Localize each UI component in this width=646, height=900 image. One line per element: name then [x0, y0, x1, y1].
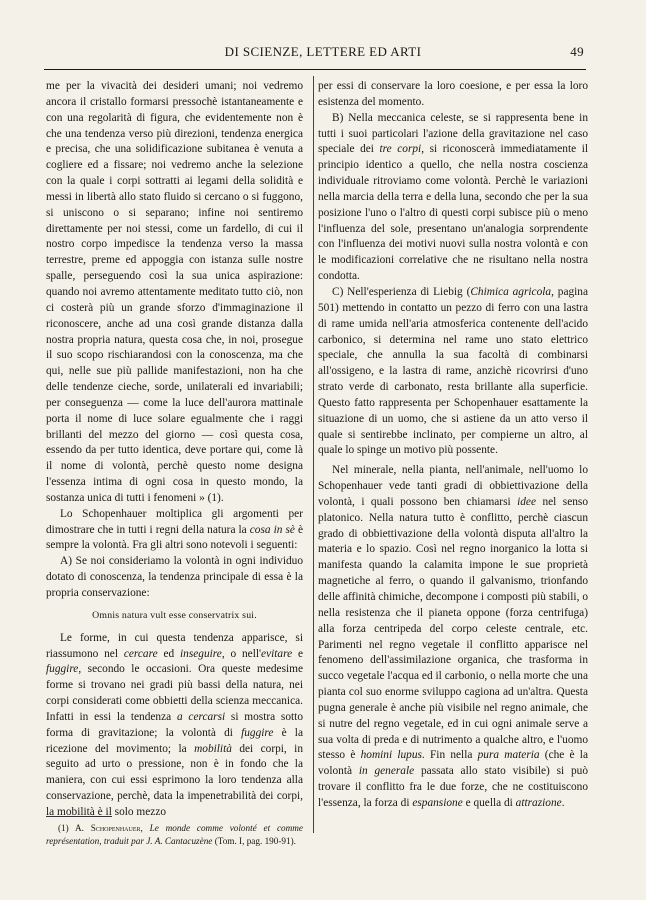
text-run: , pagina 501) mettendo in contatto un pezzo di ferro con una lastra di rame umida nell'aria atmosferica contenente dell'acido carbonico, si determina nel rame uno stato elettrico speciale, che annulla la sua facoltà di combinarsi all'ossigeno, e la lastra di rame, anzichè ricovrirsi d'uno strato verde di carbonato, resta brillante alla superficie. Questo fatto rappresenta per Schopenhauer esattamente la situazione di un uomo, che si astiene da un atto verso il quale si sentirebbe inclinato, per compierne un altro, al quale lo spinge un motivo più possente.: [318, 285, 589, 457]
text-run: e quella di: [462, 796, 516, 809]
paragraph: [46, 507, 303, 555]
text-run: .: [561, 796, 565, 809]
paragraph: [318, 111, 588, 285]
text-run: passata allo stato visibile) si può trovare il conflitto fra le due forze, che ne costituiscono l'essenza, la forza di: [318, 765, 588, 809]
header-rule: [44, 69, 586, 70]
running-header: [0, 44, 646, 64]
paragraph: [46, 631, 303, 821]
text-run: ,: [140, 823, 150, 833]
text-run-italic: pura materia: [477, 749, 540, 762]
text-run-italic: mobilità: [194, 742, 232, 755]
text-run: , o nell': [221, 647, 262, 660]
text-run: , si riconoscerà immediatamente il principio identico a quello, che nella nostra coscienza individuale ritroviamo come volontà. Perchè le variazioni nella marcia della terra e della luna, secondo che per la sua posizione l'uno o l'altro di questi corpi subisce più o meno l'influenza del sole, presentano un'analogia sorprendente con l'influenza dei motivi nuovi sulla nostra volontà e con le modificazioni correlative che ne risultano nella nostra condotta.: [318, 143, 589, 283]
text-run: si mostra sotto forma di gravitazione; la volontà di: [46, 710, 303, 739]
text-run-italic: idee: [517, 495, 537, 508]
left-column: [46, 79, 303, 821]
paragraph: me per la vivacità dei desideri umani; noi vedremo ancora il cristallo formarsi pressochè istantaneamente e con una regolarità di figura, che evidentemente non è che una tendenza verso più direzioni, tendenza energica e precisa, che una solidificazione subitanea è venuta a cogliere ed a fissare; noi vedremo anche la selezione con la quale i corpi sottratti ai legami della solidità e messi in libertà allo stato fluido si cercano o si fuggono, si uniscono o si separano; infine noi sentiremo direttamente per noi stessi, come un fardello, di cui il nostro corpo impedisce la tendenza verso la massa terrestre, preme ed appoggia con istanza sulle nostre spalle, perseguendo così la sua unica aspirazione: quando noi avremo attentamente meditato tutto ciò, non ci costerà più un grande sforzo d'immaginazione il riconoscere, anche ad una così grande distanza dalla nostra propria natura, questa cosa che, in noi, prosegue il suo scopo rischiarandosi con la conoscenza, ma che qui, nelle sue più pallide manifestazioni, non ha che delle tendenze cieche, sorde, unilaterali ed invariabili; per conseguenza — come la luce dell'aurora mattinale porta il nome di luce solare egualmente che i raggi brillanti del mezzo del giorno — così questa cosa, essendo da per tutto identica, deve portare qui, come là il nome di volontà, perchè questo nome designa l'essenza intima di ogni cosa in questo mondo, la sostanza unica di tutti i fenomeni » (1).: [46, 80, 303, 504]
text-run-italic: a cercarsi: [176, 710, 226, 723]
text-run-italic: homini lupus: [360, 749, 422, 762]
text-run-italic: in generale: [358, 765, 415, 778]
footnote-author: Schopenhauer: [90, 823, 141, 833]
text-run: ed: [157, 647, 181, 660]
latin-quote: Omnis natura vult esse conservatrix sui.: [92, 609, 257, 621]
text-run: C) Nell'esperienza di Liebig (: [332, 285, 471, 298]
paragraph: per essi di conservare la loro coesione, e per essa la loro esistenza del momento.: [318, 80, 588, 108]
right-column: [318, 79, 588, 812]
text-run: dei corpi, in seguito ad urto o pressione, non è in fondo che la maniera, con cui essi esprimono la loro tendenza alla conservazione, perchè, data la impenetrabilità dei corpi, la mobilità è il solo mezzo: [46, 742, 303, 818]
text-run-italic: espansione: [412, 796, 463, 809]
text-run: Le forme, in cui questa tendenza apparisce, si riassumono nel: [46, 631, 303, 660]
text-run: Lo Schopenhauer moltiplica gli argomenti per dimostrare che in tutti i regni della natura la: [46, 507, 303, 536]
text-run-italic: evitare: [261, 647, 293, 660]
footnote-rule: [46, 816, 112, 817]
text-run-italic: fuggire: [46, 663, 79, 676]
text-run-italic: cercare: [123, 647, 158, 660]
text-run: è sempre la volontà. Fra gli altri sono notevoli i seguenti:: [46, 523, 303, 552]
text-run: (che è la volontà: [318, 749, 588, 778]
text-run: Nel minerale, nella pianta, nell'animale, nell'uomo lo Schopenhauer vede tanti gradi di obbiettivazione della volontà, i quali possono ben chiamarsi: [318, 464, 588, 508]
text-run-italic: inseguire: [180, 647, 222, 660]
paragraph: [318, 463, 588, 812]
text-run: . Fin nella: [421, 749, 478, 762]
footnote-number: (1) A.: [58, 823, 91, 833]
text-run: è la ricezione del movimento; la: [46, 726, 303, 755]
text-run: B) Nella meccanica celeste, se si rappresenta bene in tutti i suoi particolari l'azione della gravitazione nel caso speciale dei: [318, 111, 588, 156]
text-run-italic: attrazione: [515, 796, 562, 809]
text-run-italic: Chimica agricola: [470, 285, 552, 298]
footnote-title: Le monde comme volonté et comme représentation, traduit par J. A. Cantacuzène: [46, 823, 303, 846]
text-run-italic: fuggire: [241, 726, 274, 739]
paragraph: [318, 285, 588, 459]
text-run: nel senso platonico. Nella natura tutto è conflitto, perchè ciascun grado di obbiettivazione della volontà disputa all'altro la materia e lo spazio. Così nel regno inorganico la lotta si manifesta quando la calamita impone le sue proprietà magnetiche al ferro, o quando il galvanismo, trionfando delle affinità chimiche, decompone i composti più stabili, o nella resistenza che il pianeta oppone (forza centrifuga) alla forza centripeda del corpo celeste centrale, etc. Parimenti nel regno vegetale il conflitto apparisce nel fenomeno dell'assimilazione organica, che trasforma in succo vegetale l'acqua ed il carbonio, o nella morte che una pianta col suo enorme sviluppo cagiona ad un'altra. Questa pugna generale è anche più visibile nel regno animale, che si nutre del regno vegetale, ed in cui ogni animale serve a sua volta di preda e di nutrimento a qualche altro, e l'uomo stesso è: [318, 495, 588, 762]
text-run-italic: tre corpi: [379, 143, 422, 156]
footnote-reference: (Tom. I, pag. 190-91).: [212, 836, 296, 846]
text-run: , secondo le occasioni. Ora queste medesime forme si trovano nei gradi più bassi della natura, nei corpi considerati come obbietti della scienza meccanica. Infatti in essi la tendenza: [46, 663, 303, 723]
paragraph: A) Se noi consideriamo la volontà in ogni individuo dotato di conoscenza, la tendenza principale di essa è la propria conservazione:: [46, 555, 303, 599]
text-run-italic: cosa in sè: [249, 523, 295, 536]
page-number: 49: [570, 44, 584, 59]
text-run: e: [292, 647, 303, 660]
header-title: DI SCIENZE, LETTERE ED ARTI: [224, 44, 422, 59]
footnote: [46, 822, 303, 848]
column-divider: [313, 76, 314, 833]
